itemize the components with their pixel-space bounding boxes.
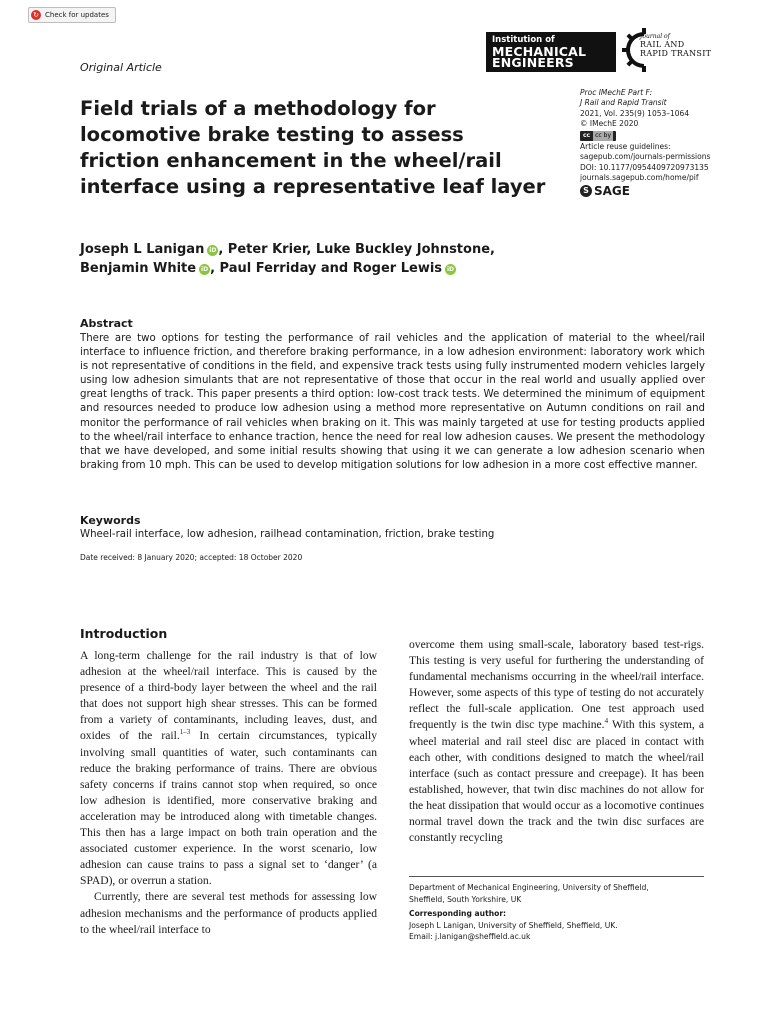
citation-ref[interactable]: 4 (604, 717, 609, 726)
author-lanigan[interactable]: Joseph L Lanigan (80, 242, 205, 257)
orcid-icon[interactable]: iD (209, 247, 217, 254)
reuse-link[interactable]: sagepub.com/journals-permissions (580, 152, 711, 162)
intro-paragraph-1 (80, 648, 377, 889)
intro-p1-part-a: A long-term challenge for the rail industry is that of low adhesion at the wheel/rail interface. This is caused by the presence of a third-body layer between the wheel and the rail that does not support high shear stresses. This can be formed from a variety of contaminants, including leaves, dust, and oxides of the rail. (80, 649, 377, 743)
body-column-left (80, 648, 377, 938)
keywords-text: Wheel-rail interface, low adhesion, railhead contamination, friction, brake testing (80, 529, 495, 540)
corresponding-author-email[interactable]: Email: j.lanigan@sheffield.ac.uk (409, 932, 531, 942)
article-type: Original Article (80, 61, 162, 74)
introduction-heading: Introduction (80, 626, 168, 641)
author-list (80, 240, 580, 278)
author-white[interactable]: Benjamin White (80, 261, 197, 276)
cc-license-badge[interactable]: cc cc by (580, 131, 616, 141)
affiliation-location: Sheffield, South Yorkshire, UK (409, 894, 522, 904)
corresponding-author-name: Joseph L Lanigan, University of Sheffield, Sheffield, UK. (409, 920, 618, 930)
footnote-divider (409, 876, 704, 877)
journal-logo (640, 33, 711, 58)
doi[interactable]: DOI: 10.1177/0954409720973135 (580, 162, 709, 172)
journal-name: J Rail and Rapid Transit (580, 98, 667, 108)
authors-group-2: , Paul Ferriday and Roger Lewis (210, 261, 443, 276)
intro-p1-part-b: In certain circumstances, typically involving small quantities of water, such contaminants can reduce the braking performance of trains. There are obvious safety concerns if trains cannot stop when required, so once low adhesion is identified, more conservative braking and acceleration may be introduced along with timetable changes. This then has a large impact on both train operation and the associated customer experience. In the worst scenario, low adhesion can cause trains to pass a signal set to ‘danger’ (a SPAD), or overrun a station. (80, 729, 377, 888)
abstract-heading: Abstract (80, 317, 133, 330)
imeche-logo-line2: MECHANICAL (492, 44, 587, 59)
cc-license-label: cc by (593, 131, 613, 141)
journal-logo-line2: RAPID TRANSIT (640, 49, 712, 58)
authors-group-1: , Peter Krier, Luke Buckley Johnstone, (218, 242, 495, 257)
orcid-icon[interactable]: iD (201, 266, 209, 273)
check-for-updates-badge[interactable] (28, 7, 116, 23)
keywords-heading: Keywords (80, 514, 141, 527)
sage-label: SAGE (594, 184, 630, 199)
imeche-logo-line3: ENGINEERS (492, 55, 574, 70)
reuse-label: Article reuse guidelines: (580, 141, 671, 151)
volume-info: 2021, Vol. 235(9) 1053–1064 (580, 108, 690, 118)
journal-logo-line1: RAIL AND (640, 40, 685, 49)
abstract-text: There are two options for testing the performance of rail vehicles and the application of material to the wheel/rail interface to influence friction, and therefore braking performance, in a low adhesion environment: laboratory work which is not representative of conditions in the field, and expensive track tests using fully instrumented modern vehicles largely using low adhesion simulants that are not representative of those that occur in the real world and usually applied over great lengths of track. This paper presents a third option: low-cost track tests. We determined the minimum of equipment and resources needed to produce low adhesion using a method more representative on Autumn conditions on rail and monitor the performance of rail vehicles when braking on it. This was mainly targeted at use for testing products applied to the wheel/rail interface to enhance traction, hence the need for real low adhesion causes. We present the methodology that we have developed, and some initial results showing that using it we can generate a low adhesion scenario when braking from 10 mph. This can be used to develop mitigation solutions for low adhesion in a more cost effective manner. (80, 333, 705, 471)
intro-p3-part-a: overcome them using small-scale, laboratory based test-rigs. This testing is very useful for furthering the understanding of fundamental mechanisms occurring in the wheel/rail interface. However, some aspects of this type of testing do not accurately reflect the full-scale application. One test approach used frequently is the twin disc type machine. (409, 638, 704, 732)
article-title: Field trials of a methodology for locomotive brake testing to assess friction enhancement in the wheel/rail interface using a representative leaf layer (80, 97, 546, 198)
corresponding-author-label: Corresponding author: (409, 909, 507, 919)
sage-icon: S (580, 185, 592, 197)
journal-meta (580, 88, 750, 197)
imeche-logo (486, 32, 616, 72)
citation-ref[interactable]: 1–3 (179, 728, 191, 737)
body-column-right (409, 637, 704, 846)
update-icon: ↻ (31, 10, 41, 20)
check-for-updates-label: Check for updates (45, 11, 109, 19)
intro-paragraph-3 (409, 637, 704, 846)
intro-paragraph-2: Currently, there are several test methods for assessing low adhesion mechanisms and the performance of products applied to the wheel/rail interface to (80, 890, 377, 936)
affiliation-block (409, 882, 709, 943)
dates-line: Date received: 8 January 2020; accepted: 18 October 2020 (80, 553, 303, 562)
imeche-logo-line1: Institution of (492, 35, 555, 45)
journal-logo-small: Journal of (640, 33, 670, 40)
copyright: © IMechE 2020 (580, 119, 639, 129)
journal-link[interactable]: journals.sagepub.com/home/pif (580, 173, 699, 183)
journal-short: Proc IMechE Part F: (580, 88, 653, 97)
orcid-icon[interactable]: iD (447, 266, 455, 273)
intro-p3-part-b: With this system, a wheel material and rail steel disc are placed in contact with each other, with conditions designed to match the wheel/rail interface (such as contact pressure and creepage). It has been established, however, that twin disc machines do not allow for the heat dissipation that would occur as a locomotive continues normal travel down the track and the twin disc surfaces are constantly recycling (409, 718, 704, 845)
affiliation-dept: Department of Mechanical Engineering, University of Sheffield, (409, 883, 649, 892)
sage-logo (580, 185, 750, 197)
